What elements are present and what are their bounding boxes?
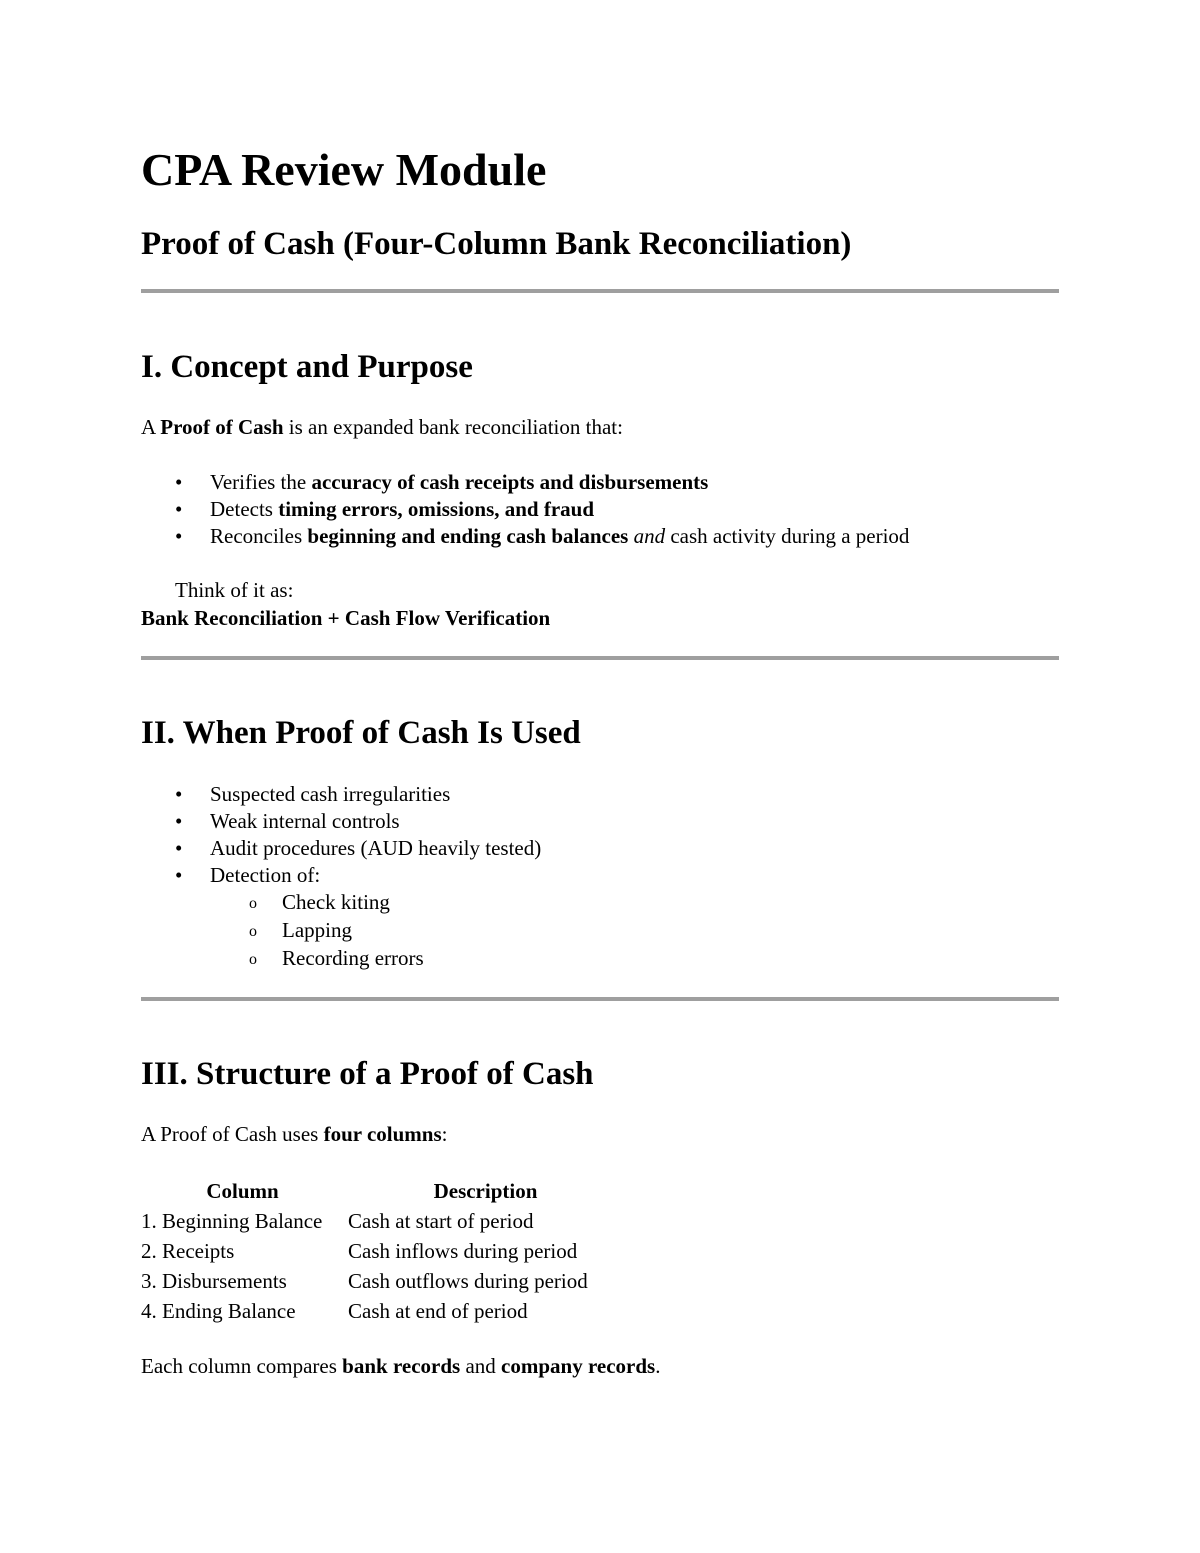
- list-item: • Audit procedures (AUD heavily tested): [175, 836, 542, 860]
- table-row: [141, 1266, 627, 1296]
- sub-list-item: o Lapping: [141, 916, 424, 944]
- list-item: • Detection of:: [175, 863, 321, 887]
- column-header: Description: [433, 1179, 538, 1203]
- table-cell: 4. Ending Balance: [141, 1299, 296, 1323]
- usage-bullet-list: [141, 781, 541, 889]
- list-item: • Verifies the accuracy of cash receipts and disbursements: [175, 470, 709, 494]
- section-heading-when-used: II. When Proof of Cash Is Used: [141, 715, 581, 751]
- bullet-icon: •: [175, 863, 183, 887]
- closing-text: Each column compares bank records and company records.: [141, 1354, 661, 1378]
- table-cell: Cash outflows during period: [348, 1269, 588, 1293]
- concept-intro: A Proof of Cash is an expanded bank reconciliation that:: [141, 415, 623, 439]
- circle-bullet-icon: o: [249, 923, 257, 940]
- table-row: [141, 1236, 627, 1266]
- detection-sub-list: [141, 888, 424, 972]
- column-header: Column: [206, 1179, 279, 1203]
- table-cell: 3. Disbursements: [141, 1269, 287, 1293]
- think-of-it-text: Think of it as:: [175, 578, 294, 602]
- table-cell: Cash at end of period: [348, 1299, 528, 1323]
- bullet-icon: •: [175, 782, 183, 806]
- circle-bullet-icon: o: [249, 951, 257, 968]
- section-heading-concept: I. Concept and Purpose: [141, 349, 473, 385]
- bullet-icon: •: [175, 524, 183, 548]
- sub-list-item: o Recording errors: [141, 944, 424, 972]
- bullet-icon: •: [175, 836, 183, 860]
- list-item: • Detects timing errors, omissions, and fraud: [175, 497, 595, 521]
- table-cell: Cash inflows during period: [348, 1239, 578, 1263]
- bullet-icon: •: [175, 470, 183, 494]
- section-heading-structure: III. Structure of a Proof of Cash: [141, 1056, 594, 1092]
- table-cell: Cash at start of period: [348, 1209, 534, 1233]
- page-title: CPA Review Module: [141, 144, 547, 195]
- formula-text: Bank Reconciliation + Cash Flow Verification: [141, 606, 551, 630]
- divider: [141, 997, 1059, 1001]
- list-item: • Reconciles beginning and ending cash balances and cash activity during a period: [175, 524, 910, 548]
- columns-table: [141, 1176, 627, 1326]
- structure-intro: A Proof of Cash uses four columns:: [141, 1122, 448, 1146]
- circle-bullet-icon: o: [249, 895, 257, 912]
- list-item: • Suspected cash irregularities: [175, 782, 451, 806]
- table-cell: 1. Beginning Balance: [141, 1209, 323, 1233]
- divider: [141, 289, 1059, 293]
- table-row: [141, 1296, 627, 1326]
- divider: [141, 656, 1059, 660]
- bullet-icon: •: [175, 809, 183, 833]
- table-cell: 2. Receipts: [141, 1239, 235, 1263]
- concept-bullet-list: [141, 469, 909, 550]
- bullet-icon: •: [175, 497, 183, 521]
- sub-list-item: o Check kiting: [141, 888, 424, 916]
- table-row: [141, 1206, 627, 1236]
- page-subtitle: Proof of Cash (Four-Column Bank Reconciliation): [141, 226, 852, 262]
- table-header-row: [141, 1176, 627, 1206]
- list-item: • Weak internal controls: [175, 809, 400, 833]
